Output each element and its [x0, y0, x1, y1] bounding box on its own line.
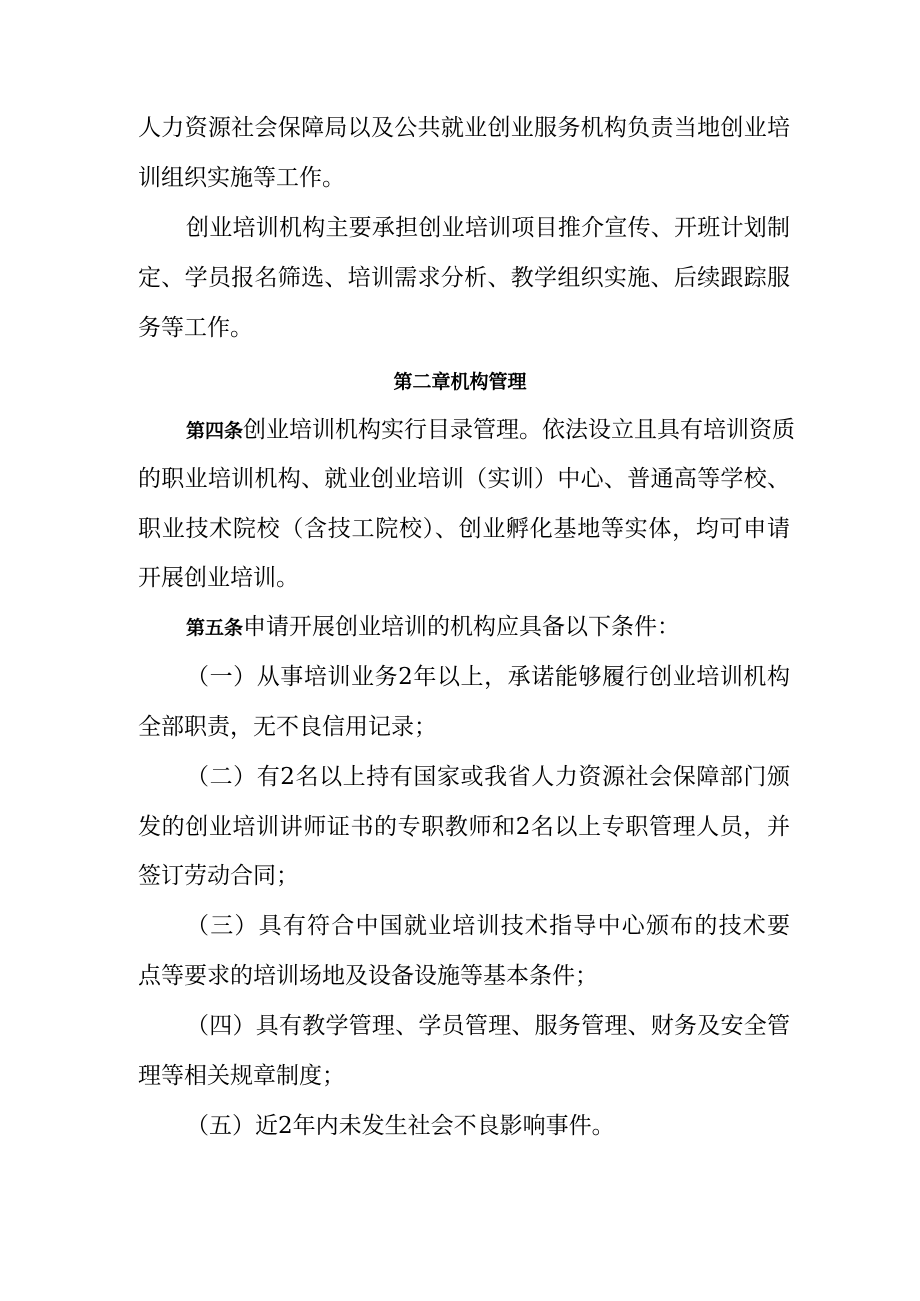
article-5-first-line [186, 612, 790, 643]
article-4-first-line [186, 415, 796, 446]
paragraph-line: 人力资源社会保障局以及公共就业创业服务机构负责当地创业培 [138, 115, 790, 141]
article-number: 第五条 [186, 617, 244, 639]
paragraph-line: （三）具有符合中国就业培训技术指导中心颁布的技术要 [186, 913, 790, 939]
paragraph-line: 创业培训机构主要承担创业培训项目推介宣传、开班计划制 [186, 215, 790, 241]
paragraph-line: 定、学员报名筛选、培训需求分析、教学组织实施、后续跟踪服 [138, 265, 790, 291]
paragraph-line: （四）具有教学管理、学员管理、服务管理、财务及安全管 [186, 1013, 790, 1039]
paragraph-line: 发的创业培训讲师证书的专职教师和2名以上专职管理人员，并 [138, 814, 790, 840]
chapter-heading: 第二章机构管理 [393, 371, 527, 393]
article-text: 申请开展创业培训的机构应具备以下条件： [243, 614, 681, 640]
paragraph-line: 的职业培训机构、就业创业培训（实训）中心、普通高等学校、 [138, 466, 790, 492]
paragraph-line: （五）近2年内未发生社会不良影响事件。 [186, 1113, 615, 1139]
paragraph-line: 务等工作。 [138, 315, 253, 341]
article-number: 第四条 [186, 420, 244, 442]
paragraph-line: 开展创业培训。 [138, 565, 299, 591]
article-text: 创业培训机构实行目录管理。依法设立且具有培训资质 [243, 417, 796, 443]
paragraph-line: 点等要求的培训场地及设备设施等基本条件； [138, 963, 598, 989]
paragraph-line: 理等相关规章制度； [138, 1063, 345, 1089]
paragraph-line: 全部职责，无不良信用记录； [138, 714, 437, 740]
paragraph-line: 职业技术院校（含技工院校）、创业孵化基地等实体，均可申请 [138, 516, 790, 542]
paragraph-line: （一）从事培训业务2年以上，承诺能够履行创业培训机构 [186, 664, 790, 690]
paragraph-line: 签订劳动合同； [138, 863, 299, 889]
paragraph-line: 训组织实施等工作。 [138, 165, 345, 191]
paragraph-line: （二）有2名以上持有国家或我省人力资源社会保障部门颁 [186, 764, 790, 790]
